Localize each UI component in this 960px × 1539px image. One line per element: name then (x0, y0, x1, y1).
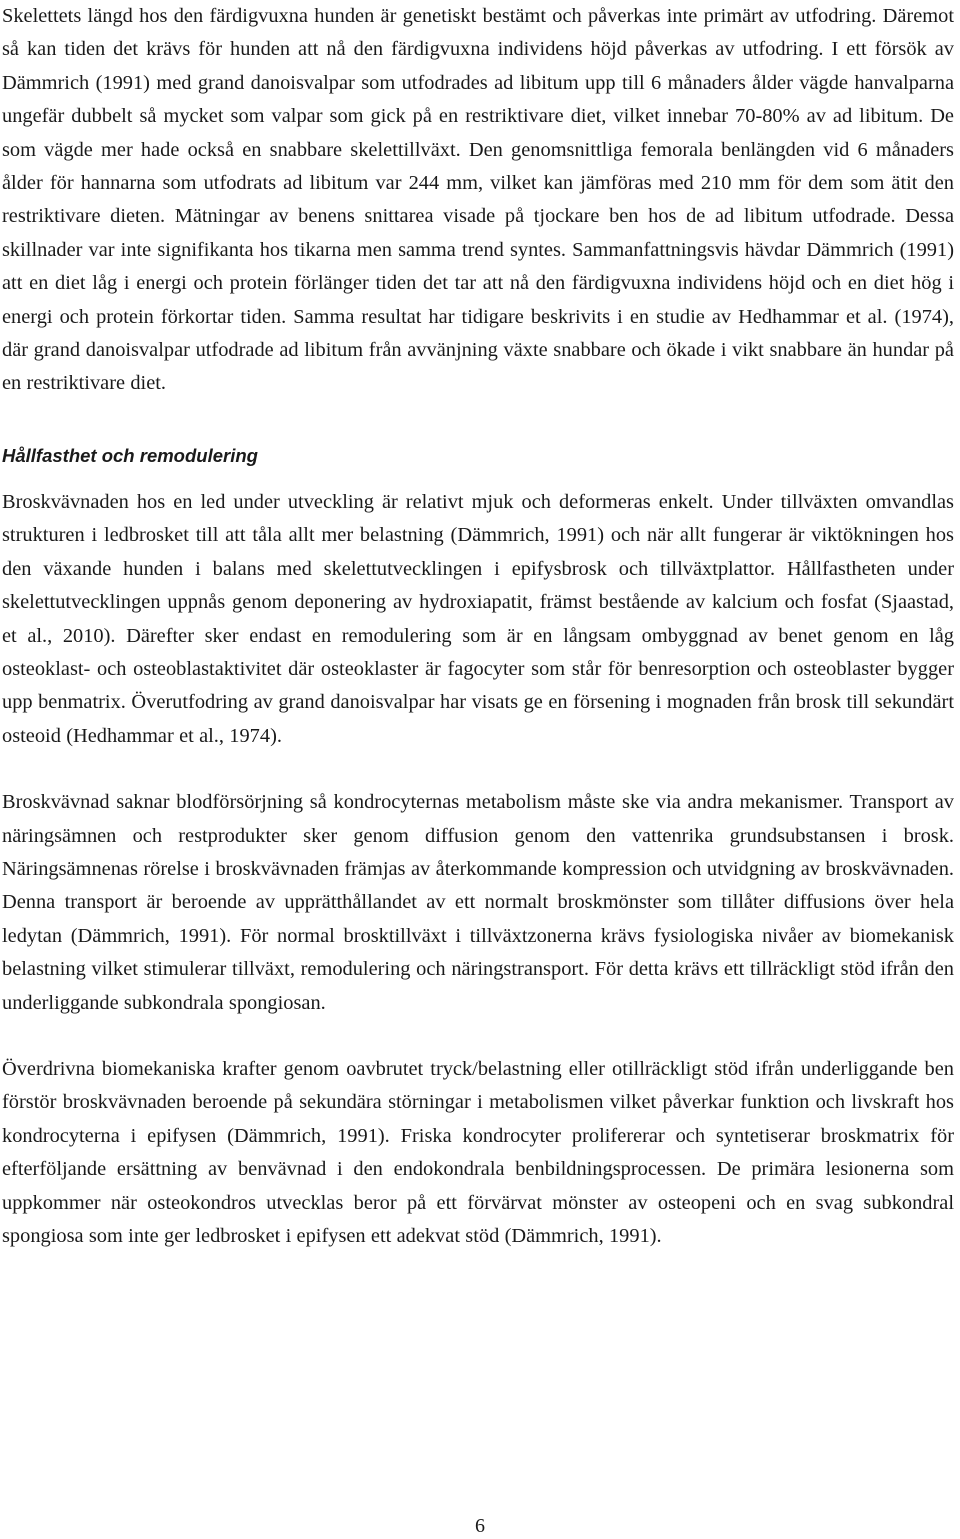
paragraph-skeleton-growth: Skelettets längd hos den färdigvuxna hunden är genetiskt bestämt och påverkas inte primärt av utfodring. Däremot så kan tiden det krävs för hunden att nå den färdigvuxna individens höjd påverkas av utfodring. I ett försök av Dämmrich (1991) med grand danoisvalpar som utfodrades ad libitum upp till 6 månaders ålder vägde hanvalparna ungefär dubbelt så mycket som valpar som gick på en restriktivare diet, vilket innebar 70-80% av ad libitum. De som vägde mer hade också en snabbare skelettillväxt. Den genomsnittliga femorala benlängden vid 6 månaders ålder för hannarna som utfodrats ad libitum var 244 mm, vilket kan jämföras med 210 mm för dem som ätit den restriktivare dieten. Mätningar av benens snittarea visade på tjockare ben hos de ad libitum utfodrade. Dessa skillnader var inte signifikanta hos tikarna men samma trend syntes. Sammanfattningsvis hävdar Dämmrich (1991) att en diet låg i energi och protein förlänger tiden det tar att nå den färdigvuxna individens höjd och en diet hög i energi och protein förkortar tiden. Samma resultat har tidigare beskrivits i en studie av Hedhammar et al. (1974), där grand danoisvalpar utfodrade ad libitum från avvänjning växte snabbare och ökade i vikt snabbare än hundar på en restriktivare diet. (2, 5, 954, 395)
page-number: 6 (475, 1515, 485, 1537)
section-heading: Hållfasthet och remodulering (2, 444, 258, 466)
paragraph-cartilage-development: Broskvävnaden hos en led under utveckling är relativt mjuk och deformeras enkelt. Under tillväxten omvandlas strukturen i ledbrosket till att tåla allt mer belastning (Dämmrich, 1991) och när allt fungerar är viktökningen hos den växande hunden i balans med skelettutvecklingen i epifysbrosk och tillväxtplattor. Hållfastheten under skelettutvecklingen uppnås genom deponering av hydroxiapatit, främst bestående av kalcium och fosfat (Sjaastad, et al., 2010). Därefter sker endast en remodulering som är en långsam ombyggnad av benet genom en låg osteoklast- och osteoblastaktivitet där osteoklaster är fagocyter som står för benresorption och osteoblaster bygger upp benmatrix. Överutfodring av grand danoisvalpar har visats ge en försening i mognaden från brosk till sekundärt osteoid (Hedhammar et al., 1974). (2, 490, 954, 747)
page-content (2, 0, 954, 1253)
paragraph-cartilage-metabolism: Broskvävnad saknar blodförsörjning så kondrocyternas metabolism måste ske via andra mekanismer. Transport av näringsämnen och restprodukter sker genom diffusion genom den vattenrika grundsubstansen i brosk. Näringsämnenas rörelse i broskvävnaden främjas av återkommande kompression och utvidgning av broskvävnaden. Denna transport är beroende av upprätthållandet av ett normalt broskmönster som tillåter diffusions över hela ledytan (Dämmrich, 1991). För normal brosktillväxt i tillväxtzonerna krävs fysiologiska nivåer av biomekanisk belastning vilket stimulerar tillväxt, remodulering och näringstransport. För detta krävs ett tillräckligt stöd ifrån den underliggande subkondrala spongiosan. (2, 791, 954, 1014)
paragraph-biomechanical-forces: Överdrivna biomekaniska krafter genom oavbrutet tryck/belastning eller otillräckligt stöd ifrån underliggande ben förstör broskvävnaden beroende på sekundära störningar i metabolismen vilket påverkar funktion och livskraft hos kondrocyterna i epifysen (Dämmrich, 1991). Friska kondrocyter prolifererar och syntetiserar broskmatrix för efterföljande ersättning av benvävnad i den endokondrala benbildningsprocessen. De primära lesionerna som uppkommer när osteokondros utvecklas beror på ett förvärvat mönster av osteopeni och en svag subkondral spongiosa som inte ger ledbrosket i epifysen ett adekvat stöd (Dämmrich, 1991). (2, 1057, 954, 1247)
